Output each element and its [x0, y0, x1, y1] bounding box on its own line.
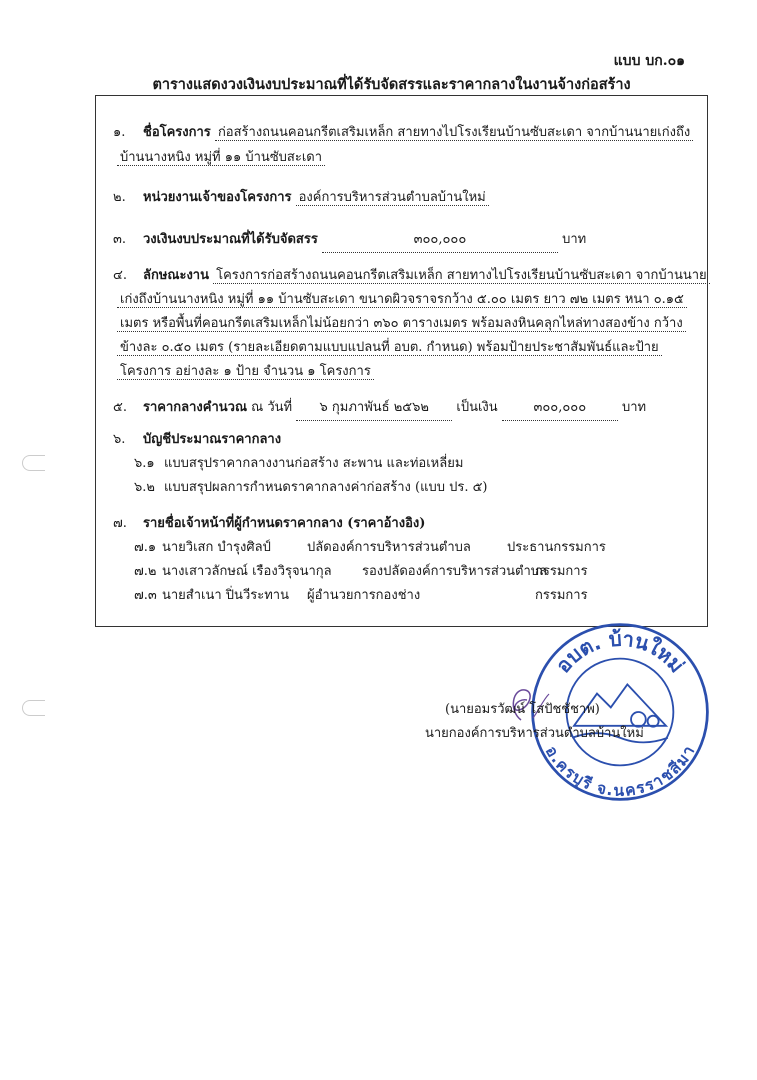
price-unit: บาท — [621, 400, 647, 415]
committee-member-row — [134, 560, 588, 584]
item-number: ๑. — [113, 125, 126, 140]
committee-member-row — [134, 584, 588, 608]
date-prefix: ณ วันที่ — [251, 400, 293, 415]
amount-prefix: เป็นเงิน — [456, 400, 498, 415]
item-number: ๗. — [113, 516, 127, 531]
item4-row5 — [117, 360, 374, 384]
item-number: ๒. — [113, 190, 126, 205]
item2-row — [113, 186, 489, 210]
punch-hole-mark — [22, 455, 45, 471]
sub-number: ๖.๑ — [134, 456, 155, 471]
page-title: ตารางแสดงวงเงินงบประมาณที่ได้รับจัดสรรและราคากลางในงานจ้างก่อสร้าง — [152, 76, 631, 93]
item1-row — [113, 121, 693, 145]
signer-position: นายกองค์การบริหารส่วนตำบลบ้านใหม่ — [425, 726, 644, 741]
member-number: ๗.๑ — [134, 540, 157, 555]
item-label: รายชื่อเจ้าหน้าที่ผู้กำหนดราคากลาง (ราคาอ้างอิง) — [143, 516, 426, 531]
item3-row — [113, 228, 586, 253]
budget-unit: บาท — [562, 232, 587, 247]
item-number: ๓. — [113, 232, 127, 247]
member-role: กรรมการ — [535, 564, 588, 579]
item1-row2 — [117, 146, 325, 170]
item6-row — [113, 428, 281, 452]
work-description-line1: โครงการก่อสร้างถนนคอนกรีตเสริมเหล็ก สายทางไปโรงเรียนบ้านซับสะเดา จากบ้านนาย — [213, 268, 710, 284]
median-price: ๓๐๐,๐๐๐ — [502, 396, 618, 421]
member-name: นายวิเสก บำรุงศิลป์ — [162, 540, 271, 555]
item6-sub1 — [134, 452, 463, 476]
sub-text: แบบสรุปผลการกำหนดราคากลางค่าก่อสร้าง (แบบ ปร. ๕) — [164, 480, 488, 495]
item7-row — [113, 512, 425, 536]
stamp-bottom-text: อ.ครบุรี จ.นครราชสีมา — [541, 742, 699, 800]
member-role: ประธานกรรมการ — [507, 540, 606, 555]
item-number: ๔. — [113, 268, 127, 283]
work-description-line5: โครงการ อย่างละ ๑ ป้าย จำนวน ๑ โครงการ — [117, 364, 374, 380]
project-name-line1: ก่อสร้างถนนคอนกรีตเสริมเหล็ก สายทางไปโรงเรียนบ้านซับสะเดา จากบ้านนายเก่งถึง — [215, 125, 693, 141]
item-number: ๕. — [113, 400, 127, 415]
sub-text: แบบสรุปราคากลางงานก่อสร้าง สะพาน และท่อเหลี่ยม — [164, 456, 464, 471]
item-label: ชื่อโครงการ — [143, 125, 211, 140]
project-name-line2: บ้านนางหนิง หมู่ที่ ๑๑ บ้านซับสะเดา — [117, 150, 325, 166]
item4-row3 — [117, 312, 686, 336]
item-label: ราคากลางคำนวณ — [143, 400, 248, 415]
signer-name: (นายอมรวัฒน์ โสปัชชัชาพ) — [445, 702, 600, 717]
item-label: ลักษณะงาน — [143, 268, 209, 283]
item-label: บัญชีประมาณราคากลาง — [143, 432, 282, 447]
item4-row4 — [117, 336, 662, 360]
work-description-line3: เมตร หรือพื้นที่คอนกรีตเสริมเหล็กไม่น้อยกว่า ๓๖๐ ตารางเมตร พร้อมลงหินคลุกไหล่ทางสองข้าง กว้าง — [117, 316, 686, 332]
member-position: ปลัดองค์การบริหารส่วนตำบล — [307, 540, 471, 555]
item-label: หน่วยงานเจ้าของโครงการ — [143, 190, 292, 205]
form-code: แบบ บก.๐๑ — [613, 53, 685, 69]
item-number: ๖. — [113, 432, 126, 447]
item4-row — [113, 264, 710, 288]
budget-amount: ๓๐๐,๐๐๐ — [322, 228, 558, 253]
member-number: ๗.๒ — [134, 564, 157, 579]
member-position: ผู้อำนวยการกองช่าง — [307, 588, 421, 603]
committee-member-row — [134, 536, 606, 560]
member-name: นางเสาวลักษณ์ เรืองวิรุจนากุล — [162, 564, 332, 579]
punch-hole-mark — [22, 700, 45, 716]
member-number: ๗.๓ — [134, 588, 157, 603]
item5-row — [113, 396, 646, 421]
item4-row2 — [117, 288, 687, 312]
member-position: รองปลัดองค์การบริหารส่วนตำบล — [362, 564, 547, 579]
calc-date: ๖ กุมภาพันธ์ ๒๕๖๒ — [296, 396, 452, 421]
owner-agency: องค์การบริหารส่วนตำบลบ้านใหม่ — [296, 190, 489, 206]
work-description-line4: ข้างละ ๐.๕๐ เมตร (รายละเอียดตามแบบแปลนที่ อบต. กำหนด) พร้อมป้ายประชาสัมพันธ์และป้าย — [117, 340, 662, 356]
item6-sub2 — [134, 476, 488, 500]
stamp-top-text: อบต. บ้านใหม่ — [550, 626, 690, 678]
sub-number: ๖.๒ — [134, 480, 155, 495]
member-name: นายสำเนา ปิ่นวีระทาน — [162, 588, 289, 603]
work-description-line2: เก่งถึงบ้านนางหนิง หมู่ที่ ๑๑ บ้านซับสะเดา ขนาดผิวจราจรกว้าง ๕.๐๐ เมตร ยาว ๗๒ เมตร หนา ๐.๑๕ — [117, 292, 687, 308]
item-label: วงเงินงบประมาณที่ได้รับจัดสรร — [143, 232, 318, 247]
member-role: กรรมการ — [535, 588, 588, 603]
